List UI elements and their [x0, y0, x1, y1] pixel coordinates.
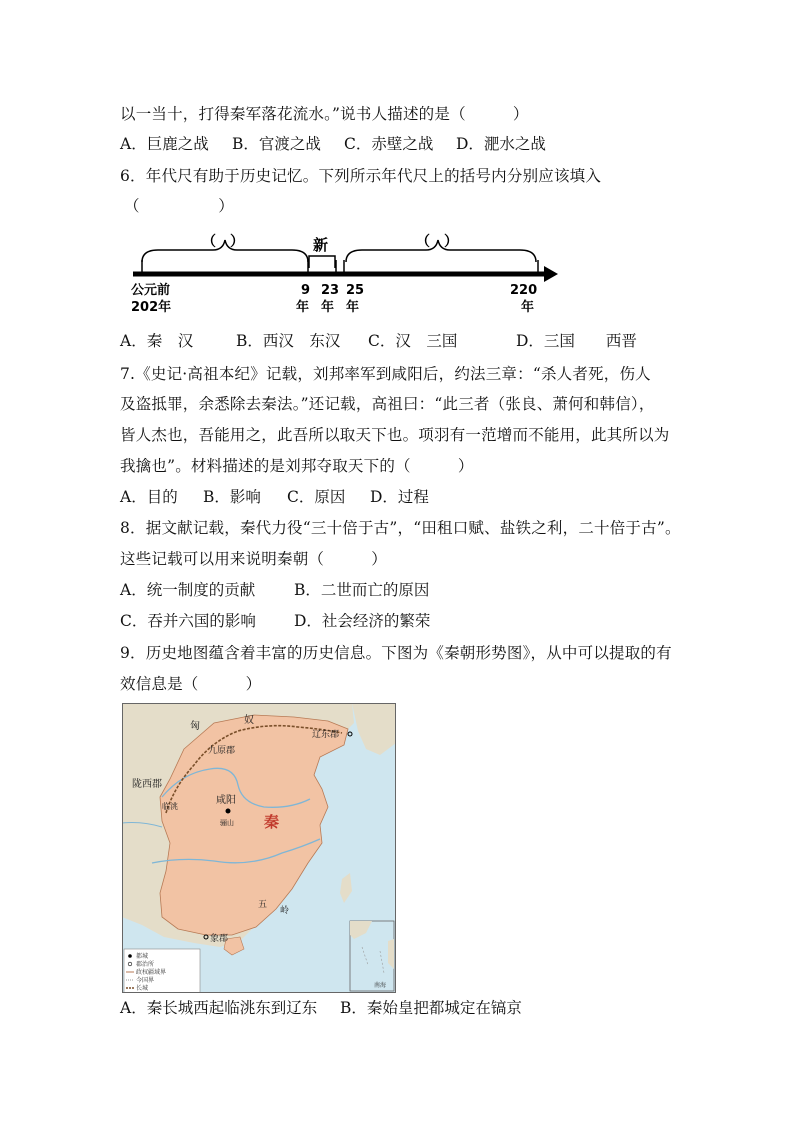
q8-option-a[interactable]: A．统一制度的贡献: [120, 581, 256, 599]
q7-option-b[interactable]: B．影响: [203, 488, 261, 506]
map-inset-south-sea: [350, 921, 394, 991]
q6-option-a[interactable]: A．秦 汉: [120, 332, 194, 350]
map-label-lishan: 骊山: [220, 819, 234, 827]
q7-stem-line2: 及盗抵罪，余悉除去秦法。”还记载，高祖曰：“此三者（张良、萧何和韩信），: [120, 395, 655, 413]
q8-option-c[interactable]: C．吞并六国的影响: [120, 612, 256, 630]
map-label-liaodong: 辽东郡: [312, 730, 340, 740]
legend-great-wall: 长城: [136, 985, 149, 992]
q5-option-c[interactable]: C．赤壁之战: [344, 135, 434, 153]
q7-option-c[interactable]: C．原因: [287, 488, 346, 506]
map-label-wu: 五: [258, 900, 268, 910]
map-label-jiuyuan: 九原郡: [208, 746, 236, 756]
q5-option-a[interactable]: A．巨鹿之战: [120, 135, 209, 153]
map-label-xiongnu-1: 匈: [190, 721, 200, 732]
timeline-tick-9-1: 9: [301, 283, 311, 298]
q9-option-b[interactable]: B．秦始皇把都城定在镐京: [340, 999, 522, 1017]
legend-prefecture: 郡治所: [136, 961, 155, 968]
map-label-xianyang: 咸阳: [216, 795, 236, 806]
q7-stem-line3: 皆人杰也，吾能用之，此吾所以取天下也。项羽有一范增而不能用，此其所以为: [120, 426, 670, 444]
q6-option-c[interactable]: C．汉 三国: [368, 332, 458, 350]
q5-option-d[interactable]: D．淝水之战: [456, 135, 546, 153]
q7-stem-line1: 7.《史记·高祖本纪》记载，刘邦率军到咸阳后，约法三章：“杀人者死，伤人: [120, 365, 651, 383]
q6-option-d[interactable]: D．三国 西晋: [516, 332, 637, 350]
q6-stem-line2: （ ）: [124, 197, 234, 215]
map-legend: [124, 949, 200, 993]
qin-dynasty-map: [122, 703, 396, 993]
q9-stem-line1: 9．历史地图蕴含着丰富的历史信息。下图为《秦朝形势图》，从中可以提取的有: [120, 644, 672, 662]
q9-stem-line2: 效信息是（ ）: [120, 675, 262, 693]
timeline-tick-25-2: 年: [346, 300, 360, 315]
timeline-figure: [128, 228, 562, 318]
q9-option-a[interactable]: A．秦长城西起临洮东到辽东: [120, 999, 318, 1017]
inset-label-nanhai: 南海: [374, 982, 387, 989]
timeline-tick-9-2: 年: [296, 300, 310, 315]
q8-option-b[interactable]: B．二世而亡的原因: [294, 581, 430, 599]
q7-option-d[interactable]: D．过程: [370, 488, 429, 506]
map-label-xiongnu-2: 奴: [244, 715, 254, 726]
timeline-label-right: （ ）: [416, 234, 458, 250]
q7-option-a[interactable]: A．目的: [120, 488, 178, 506]
map-label-longxi: 陇西郡: [132, 779, 162, 790]
q8-stem-line2: 这些记载可以用来说明秦朝（ ）: [120, 550, 387, 568]
timeline-label-mid: 新: [313, 236, 329, 254]
legend-capital: 都城: [136, 953, 149, 960]
q6-option-b[interactable]: B．西汉 东汉: [236, 332, 341, 350]
map-label-ling: 岭: [280, 906, 290, 916]
legend-border: 政权疆域界: [136, 969, 167, 976]
legend-modern-border: 今国界: [136, 977, 155, 984]
q6-stem-line1: 6．年代尺有助于历史记忆。下列所示年代尺上的括号内分别应该填入: [120, 167, 602, 185]
timeline-brace-mid: [309, 256, 335, 268]
q5-option-b[interactable]: B．官渡之战: [232, 135, 321, 153]
timeline-tick-202bc-2: 202年: [131, 300, 172, 315]
timeline-label-left: （ ）: [202, 234, 244, 250]
timeline-tick-25-1: 25: [346, 283, 365, 298]
map-label-qin: 秦: [264, 813, 280, 831]
q8-stem-line1: 8．据文献记载，秦代力役“三十倍于古”，“田租口赋、盐铁之利，二十倍于古”。: [120, 519, 681, 537]
timeline-tick-220-2: 年: [521, 300, 535, 315]
q8-option-d[interactable]: D．社会经济的繁荣: [294, 612, 431, 630]
q7-stem-line4: 我擒也”。材料描述的是刘邦夺取天下的（ ）: [120, 457, 474, 475]
timeline-tick-23-2: 年: [321, 300, 335, 315]
timeline-tick-202bc-1: 公元前: [131, 283, 171, 298]
timeline-arrow: [544, 266, 558, 282]
map-label-xiangjun: 象郡: [210, 934, 229, 944]
timeline-tick-220-1: 220: [510, 283, 538, 298]
capital-marker: [226, 809, 231, 814]
map-label-lintao: 临洮: [162, 802, 178, 811]
q5-stem-line: 以一当十，打得秦军落花流水。”说书人描述的是（ ）: [120, 105, 529, 123]
timeline-tick-23-1: 23: [321, 283, 340, 298]
